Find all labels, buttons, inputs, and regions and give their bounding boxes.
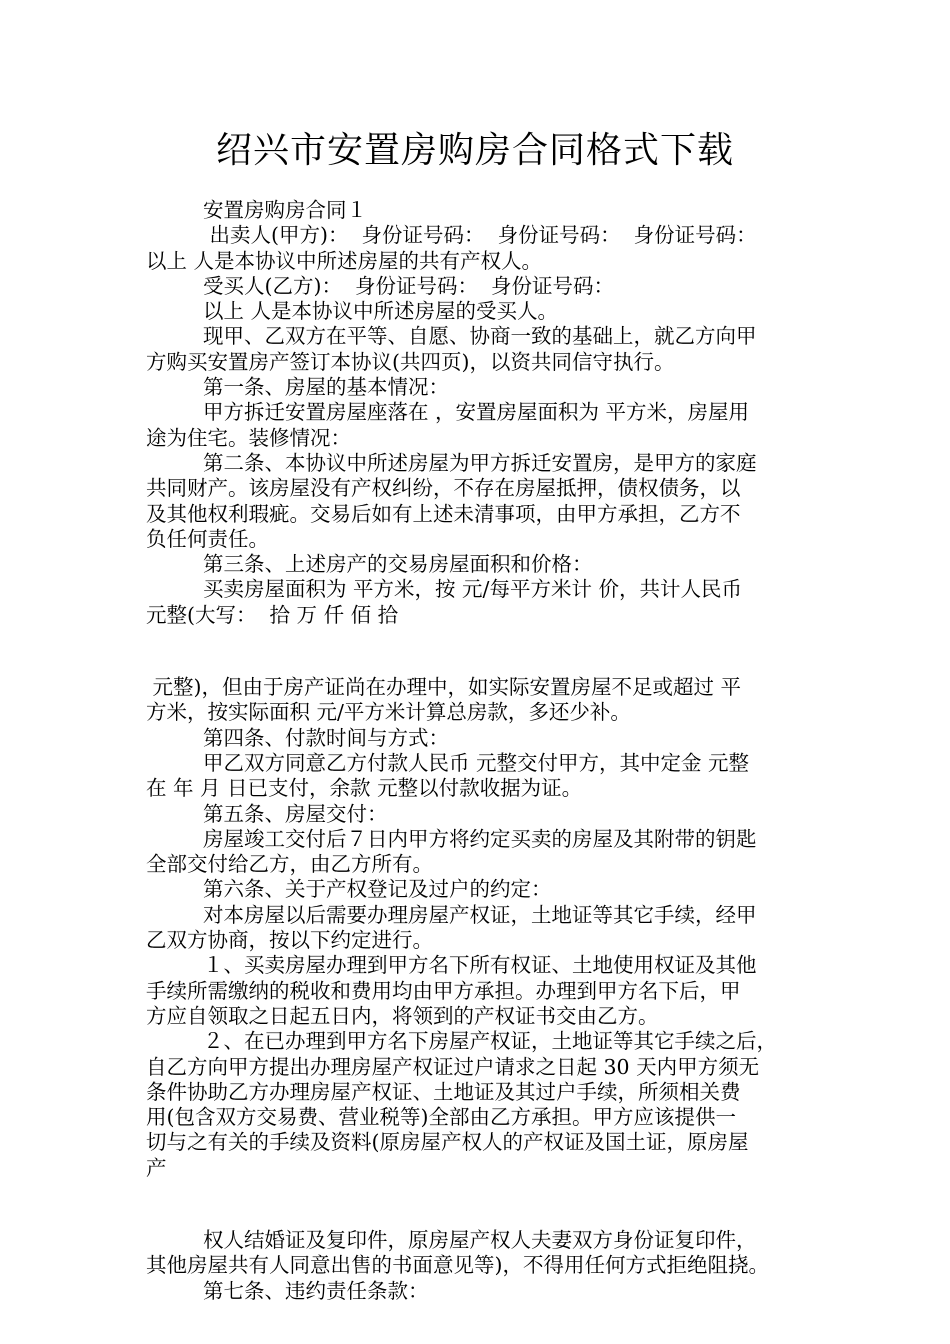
text-line: 第一条、房屋的基本情况： — [203, 375, 449, 400]
text-line: 在 年 月 日已支付，余款 元整以付款收据为证。 — [146, 776, 583, 801]
text-line: 方购买安置房产签订本协议(共四页)，以资共同信守执行。 — [146, 349, 675, 374]
text-line: 甲方拆迁安置房屋座落在 ，安置房屋面积为 平方米，房屋用 — [203, 400, 750, 425]
text-line: 第四条、付款时间与方式： — [203, 725, 449, 750]
paragraph-break — [146, 1181, 810, 1228]
text-line: 第二条、本协议中所述房屋为甲方拆迁安置房，是甲方的家庭 — [203, 450, 757, 475]
text-line: ２、在已办理到甲方名下房屋产权证，土地证等其它手续之后， — [203, 1029, 777, 1054]
text-line: １、买卖房屋办理到甲方名下所有权证、土地使用权证及其他 — [203, 953, 757, 978]
text-line: 安置房购房合同１ — [203, 198, 367, 222]
text-line: 元整(大写： 拾 万 仟 佰 拾 — [146, 602, 399, 627]
text-line: 切与之有关的手续及资料(原房屋产权人的产权证及国土证，原房屋 — [146, 1130, 749, 1155]
text-line: 负任何责任。 — [146, 526, 269, 551]
text-line: 产 — [146, 1155, 167, 1180]
text-line: 房屋竣工交付后７日内甲方将约定买卖的房屋及其附带的钥匙 — [203, 826, 757, 851]
text-line: 方应自领取之日起五日内，将领到的产权证书交由乙方。 — [146, 1003, 659, 1028]
text-line: 第七条、违约责任条款： — [203, 1278, 429, 1303]
document-title: 绍兴市安置房购房合同格式下载 — [215, 130, 734, 171]
text-line: 条件协助乙方办理房屋产权证、土地证及其过户手续，所须相关费 — [146, 1079, 741, 1104]
text-line: 第三条、上述房产的交易房屋面积和价格： — [203, 552, 593, 577]
text-line: 甲乙双方同意乙方付款人民币 元整交付甲方，其中定金 元整 — [203, 750, 750, 775]
text-line: 对本房屋以后需要办理房屋产权证，土地证等其它手续，经甲 — [203, 902, 757, 927]
contract-body — [146, 198, 810, 1304]
text-line: 全部交付给乙方，由乙方所有。 — [146, 852, 433, 877]
text-line: 受买人(乙方)： 身份证号码： 身份证号码： — [203, 273, 615, 298]
text-line: 自乙方向甲方提出办理房屋产权证过户请求之日起 30 天内甲方须无 — [146, 1054, 760, 1079]
text-line: 其他房屋共有人同意出售的书面意见等)，不得用任何方式拒绝阻挠。 — [146, 1253, 769, 1278]
text-line: 元整)，但由于房产证尚在办理中，如实际安置房屋不足或超过 平 — [146, 675, 742, 700]
paragraph-break — [146, 628, 810, 675]
text-line: 出卖人(甲方)： 身份证号码： 身份证号码： 身份证号码： — [203, 223, 757, 248]
text-line: 方米，按实际面积 元/平方米计算总房款，多还少补。 — [146, 700, 631, 725]
text-line: 共同财产。该房屋没有产权纠纷，不存在房屋抵押，债权债务，以 — [146, 476, 741, 501]
text-line: 用(包含双方交易费、营业税等)全部由乙方承担。甲方应该提供一 — [146, 1105, 736, 1130]
text-line: 乙双方协商，按以下约定进行。 — [146, 928, 433, 953]
text-line: 第五条、房屋交付： — [203, 801, 388, 826]
text-line: 以上 人是本协议中所述房屋的受买人。 — [203, 299, 559, 324]
text-line: 手续所需缴纳的税收和费用均由甲方承担。办理到甲方名下后，甲 — [146, 978, 741, 1003]
text-line: 及其他权利瑕疵。交易后如有上述未清事项，由甲方承担，乙方不 — [146, 501, 741, 526]
text-line: 途为住宅。装修情况： — [146, 425, 351, 450]
text-line: 买卖房屋面积为 平方米，按 元/每平方米计 价，共计人民币 — [203, 577, 742, 602]
text-line: 以上 人是本协议中所述房屋的共有产权人。 — [146, 248, 543, 273]
text-line: 现甲、乙双方在平等、自愿、协商一致的基础上，就乙方向甲 — [203, 324, 757, 349]
text-line: 权人结婚证及复印件，原房屋产权人夫妻双方身份证复印件， — [203, 1227, 757, 1252]
text-line: 第六条、关于产权登记及过户的约定： — [203, 877, 552, 902]
